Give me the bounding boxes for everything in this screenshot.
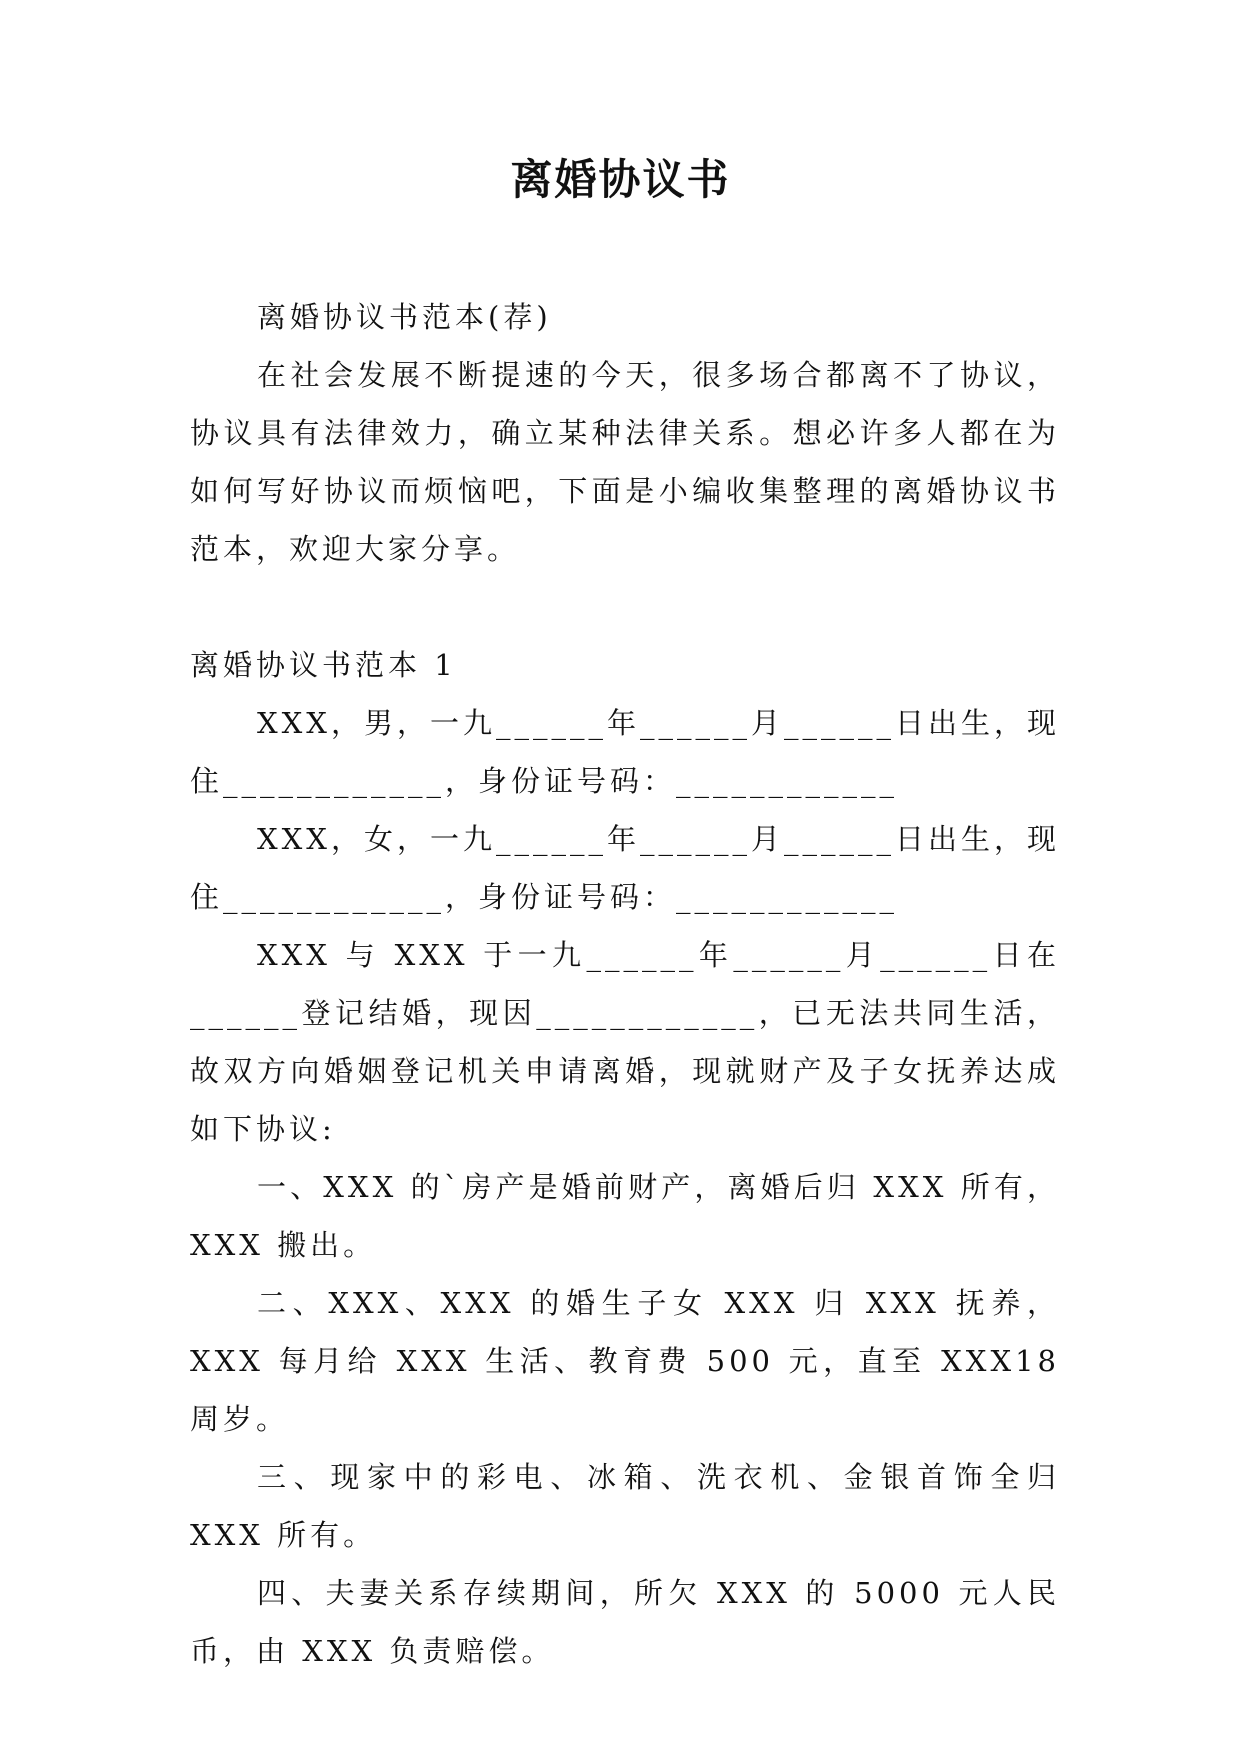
document-title: 离婚协议书 [510, 155, 731, 204]
clause-paragraph: 三、现家中的彩电、冰箱、洗衣机、金银首饰全归 XXX 所有。 [190, 1460, 1060, 1552]
party-female-paragraph: XXX，女，一九______年______月______日出生，现住____________，身份证号码：____________ [190, 822, 1060, 914]
subtitle: 离婚协议书范本(荐) [257, 300, 552, 334]
marriage-paragraph: XXX 与 XXX 于一九______年______月______日在______登记结婚，现因____________，已无法共同生活，故双方向婚姻登记机关申请离婚，现就财产及子女抚养达成如下协议: [190, 938, 1060, 1146]
party-male-paragraph: XXX，男，一九______年______月______日出生，现住____________，身份证号码：____________ [190, 706, 1060, 798]
document-body [190, 288, 1060, 1680]
clause-paragraph: 四、夫妻关系存续期间，所欠 XXX 的 5000 元人民币，由 XXX 负责赔偿。 [190, 1576, 1060, 1668]
clause-paragraph: 二、XXX、XXX 的婚生子女 XXX 归 XXX 抚养，XXX 每月给 XXX 生活、教育费 500 元，直至 XXX18 周岁。 [190, 1286, 1060, 1436]
paragraph-gap [190, 578, 1060, 636]
clause-paragraph: 一、XXX 的`房产是婚前财产，离婚后归 XXX 所有，XXX 搬出。 [190, 1170, 1060, 1262]
sample-heading: 离婚协议书范本 1 [190, 648, 457, 682]
intro-paragraph: 在社会发展不断提速的今天，很多场合都离不了协议，协议具有法律效力，确立某种法律关系。想必许多人都在为如何写好协议而烦恼吧，下面是小编收集整理的离婚协议书范本，欢迎大家分享。 [190, 358, 1060, 566]
